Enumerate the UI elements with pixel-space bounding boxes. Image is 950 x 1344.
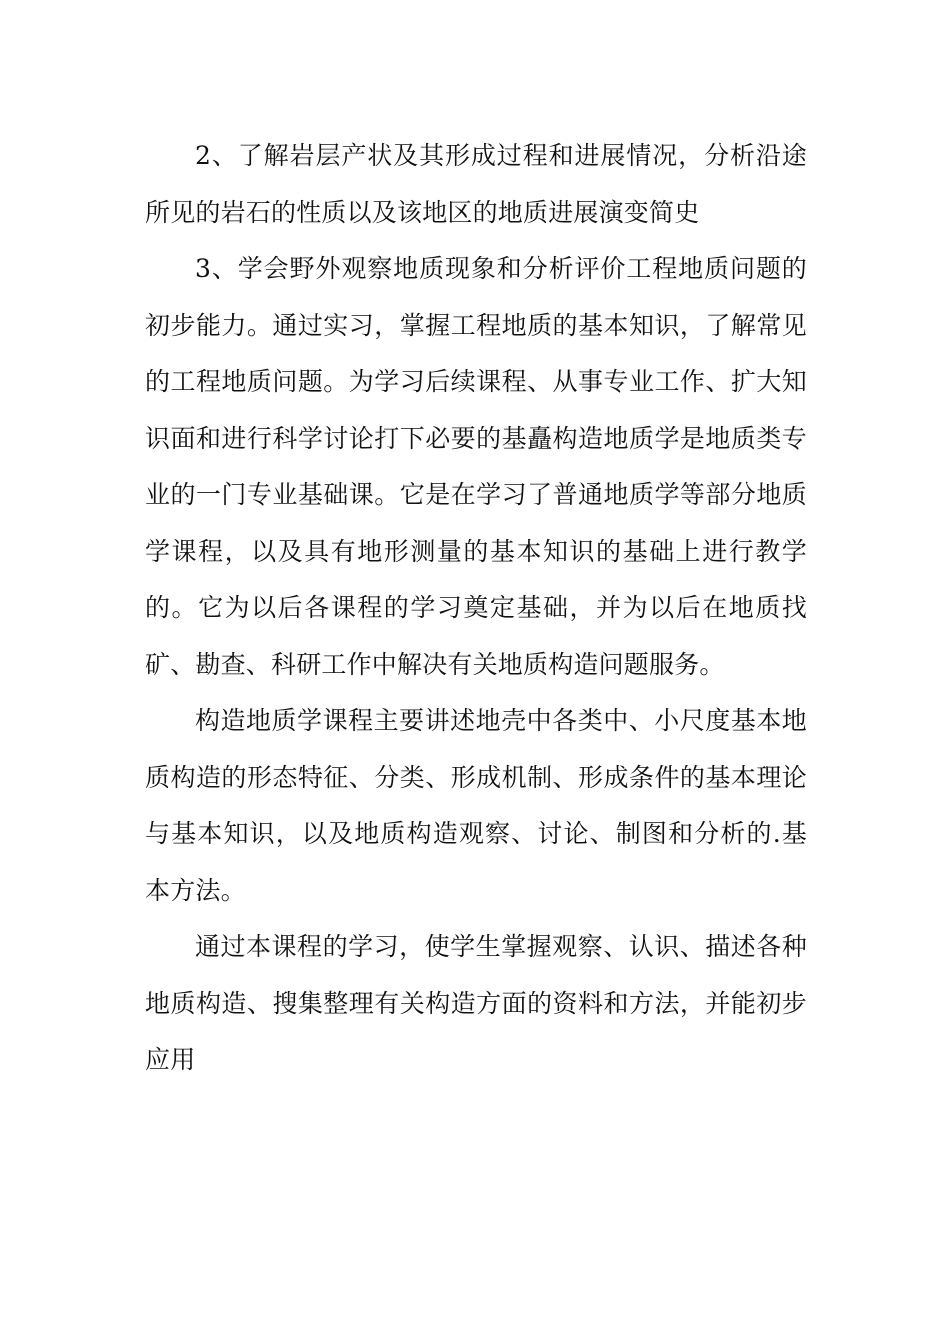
paragraph-rock-strata: 2、了解岩层产状及其形成过程和进展情况，分析沿途所见的岩石的性质以及该地区的地质进展演变简史 (145, 141, 807, 227)
document-body (145, 128, 807, 1089)
paragraph-course-content: 构造地质学课程主要讲述地壳中各类中、小尺度基本地质构造的形态特征、分类、形成机制、形成条件的基本理论与基本知识，以及地质构造观察、讨论、制图和分析的.基本方法。 (145, 706, 807, 905)
paragraph-course-goals: 通过本课程的学习，使学生掌握观察、认识、描述各种地质构造、搜集整理有关构造方面的资料和方法，并能初步应用 (145, 932, 807, 1074)
paragraph-field-observation: 3、学会野外观察地质现象和分析评价工程地质问题的初步能力。通过实习，掌握工程地质的基本知识，了解常见的工程地质问题。为学习后续课程、从事专业工作、扩大知识面和进行科学讨论打下必要的基矗构造地质学是地质类专业的一门专业基础课。它是在学习了普通地质学等部分地质学课程，以及具有地形测量的基本知识的基础上进行教学的。它为以后各课程的学习奠定基础，并为以后在地质找矿、勘查、科研工作中解决有关地质构造问题服务。 (145, 254, 807, 679)
